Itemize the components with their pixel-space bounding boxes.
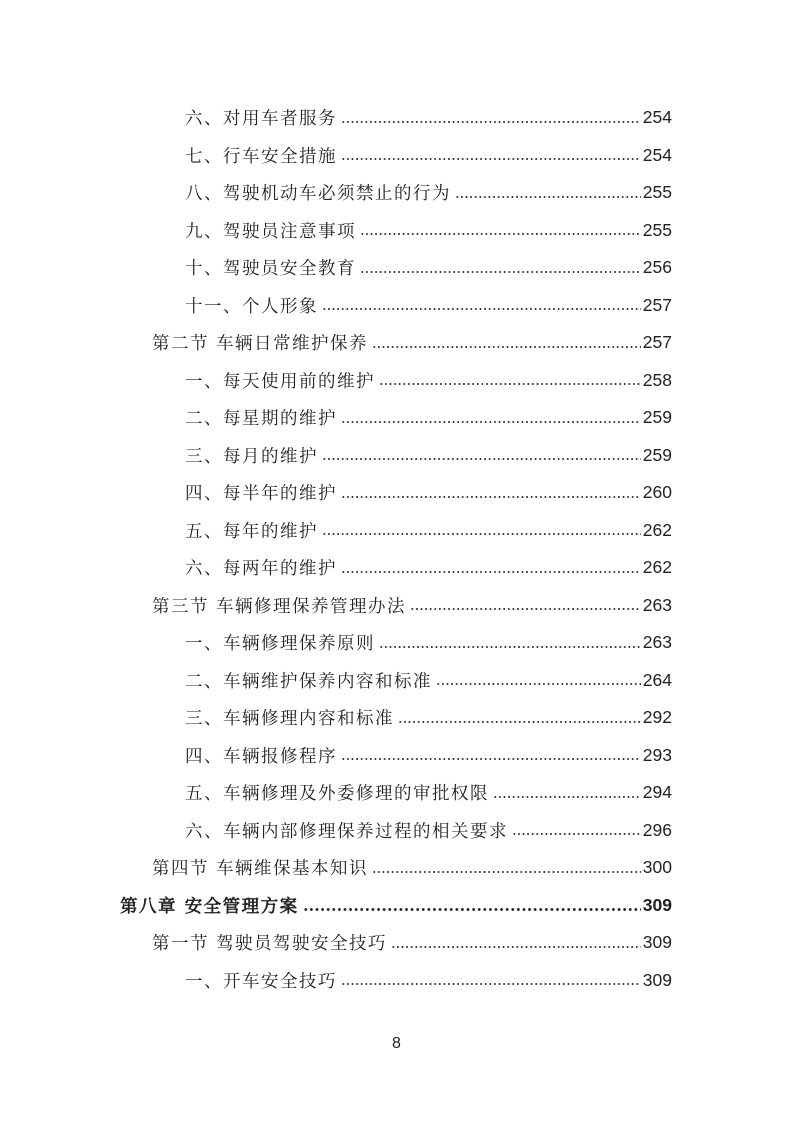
- toc-entry-title: 二、车辆维护保养内容和标准: [185, 671, 432, 692]
- toc-subsection-entry[interactable]: [0, 174, 793, 212]
- dot-leader: [322, 533, 641, 535]
- toc-entry-title: 二、每星期的维护: [185, 409, 337, 430]
- toc-entry-page: 262: [642, 519, 672, 540]
- dot-leader: [341, 121, 641, 123]
- dot-leader: [360, 271, 641, 273]
- toc-entry-title: 第二节 车辆日常维护保养: [152, 334, 369, 355]
- dot-leader: [379, 646, 641, 648]
- toc-subsection-entry[interactable]: [0, 212, 793, 250]
- dot-leader: [341, 758, 641, 760]
- toc-entry-page: 255: [642, 219, 672, 240]
- toc-entry-page: 254: [642, 107, 672, 128]
- toc-subsection-entry[interactable]: [0, 437, 793, 475]
- dot-leader: [512, 833, 641, 835]
- toc-section-entry[interactable]: [0, 587, 793, 625]
- toc-entry-title: 一、车辆修理保养原则: [185, 634, 375, 655]
- toc-subsection-entry[interactable]: [0, 624, 793, 662]
- toc-entry-title: 第一节 驾驶员驾驶安全技巧: [152, 934, 388, 955]
- toc-entry-title: 四、车辆报修程序: [185, 746, 337, 767]
- toc-entry-title: 九、驾驶员注意事项: [185, 221, 356, 242]
- toc-subsection-entry[interactable]: [0, 549, 793, 587]
- toc-entry-title: 三、每月的维护: [185, 446, 318, 467]
- toc-entry-title: 三、车辆修理内容和标准: [185, 709, 394, 730]
- dot-leader: [341, 496, 641, 498]
- toc-entry-page: 263: [642, 632, 672, 653]
- toc-section-entry[interactable]: [0, 849, 793, 887]
- dot-leader: [341, 983, 641, 985]
- dot-leader: [391, 946, 641, 948]
- toc-entry-title: 第四节 车辆维保基本知识: [152, 859, 369, 880]
- toc-subsection-entry[interactable]: [0, 774, 793, 812]
- toc-entry-page: 294: [642, 782, 672, 803]
- dot-leader: [322, 308, 641, 310]
- toc-entry-page: 259: [642, 444, 672, 465]
- toc-entry-page: 264: [642, 669, 672, 690]
- toc-entry-title: 六、车辆内部修理保养过程的相关要求: [185, 821, 508, 842]
- dot-leader: [410, 608, 641, 610]
- dot-leader: [360, 233, 641, 235]
- toc-entry-title: 四、每半年的维护: [185, 484, 337, 505]
- toc-subsection-entry[interactable]: [0, 249, 793, 287]
- dot-leader: [455, 196, 641, 198]
- toc-entry-page: 293: [642, 744, 672, 765]
- page-number: 8: [392, 1035, 401, 1052]
- toc-entry-title: 五、车辆修理及外委修理的审批权限: [185, 784, 489, 805]
- toc-entry-title: 十、驾驶员安全教育: [185, 259, 356, 280]
- toc-entry-page: 309: [642, 894, 672, 915]
- toc-entry-page: 258: [642, 369, 672, 390]
- toc-entry-page: 263: [642, 594, 672, 615]
- toc-entry-title: 一、开车安全技巧: [185, 971, 337, 992]
- toc-subsection-entry[interactable]: [0, 399, 793, 437]
- toc-entry-title: 十一、个人形象: [185, 296, 318, 317]
- toc-entry-page: 296: [642, 819, 672, 840]
- toc-entry-page: 254: [642, 144, 672, 165]
- toc-subsection-entry[interactable]: [0, 474, 793, 512]
- dot-leader: [341, 421, 641, 423]
- toc-entry-title: 六、每两年的维护: [185, 559, 337, 580]
- dot-leader: [322, 458, 641, 460]
- toc-subsection-entry[interactable]: [0, 137, 793, 175]
- dot-leader: [341, 158, 641, 160]
- toc-entry-page: 260: [642, 482, 672, 503]
- toc-entry-title: 第三节 车辆修理保养管理办法: [152, 596, 407, 617]
- dot-leader: [493, 796, 641, 798]
- dot-leader: [372, 871, 641, 873]
- dot-leader: [372, 346, 641, 348]
- toc-section-entry[interactable]: [0, 924, 793, 962]
- dot-leader: [341, 571, 641, 573]
- toc-subsection-entry[interactable]: [0, 287, 793, 325]
- toc-subsection-entry[interactable]: [0, 962, 793, 1000]
- toc-entry-page: 292: [642, 707, 672, 728]
- toc-subsection-entry[interactable]: [0, 362, 793, 400]
- toc-entry-page: 262: [642, 557, 672, 578]
- toc-subsection-entry[interactable]: [0, 699, 793, 737]
- toc-entry-page: 255: [642, 182, 672, 203]
- toc-chapter-entry[interactable]: [0, 887, 793, 925]
- toc-entry-title: 五、每年的维护: [185, 521, 318, 542]
- toc-entry-page: 300: [642, 857, 672, 878]
- toc-entry-page: 256: [642, 257, 672, 278]
- toc-entry-title: 第八章 安全管理方案: [120, 896, 299, 917]
- toc-section-entry[interactable]: [0, 324, 793, 362]
- toc-entry-title: 六、对用车者服务: [185, 109, 337, 130]
- toc-subsection-entry[interactable]: [0, 737, 793, 775]
- toc-subsection-entry[interactable]: [0, 512, 793, 550]
- dot-leader: [379, 383, 641, 385]
- dot-leader: [436, 683, 641, 685]
- toc-entry-page: 309: [642, 932, 672, 953]
- toc-entry-title: 一、每天使用前的维护: [185, 371, 375, 392]
- toc-entry-page: 257: [642, 294, 672, 315]
- toc-entry-page: 257: [642, 332, 672, 353]
- toc-subsection-entry[interactable]: [0, 99, 793, 137]
- toc-entry-title: 七、行车安全措施: [185, 146, 337, 167]
- toc-subsection-entry[interactable]: [0, 662, 793, 700]
- toc-subsection-entry[interactable]: [0, 812, 793, 850]
- dot-leader: [303, 908, 641, 911]
- toc-entry-page: 259: [642, 407, 672, 428]
- dot-leader: [398, 721, 641, 723]
- toc-entry-page: 309: [642, 969, 672, 990]
- toc-entry-title: 八、驾驶机动车必须禁止的行为: [185, 184, 451, 205]
- table-of-contents: [0, 99, 793, 999]
